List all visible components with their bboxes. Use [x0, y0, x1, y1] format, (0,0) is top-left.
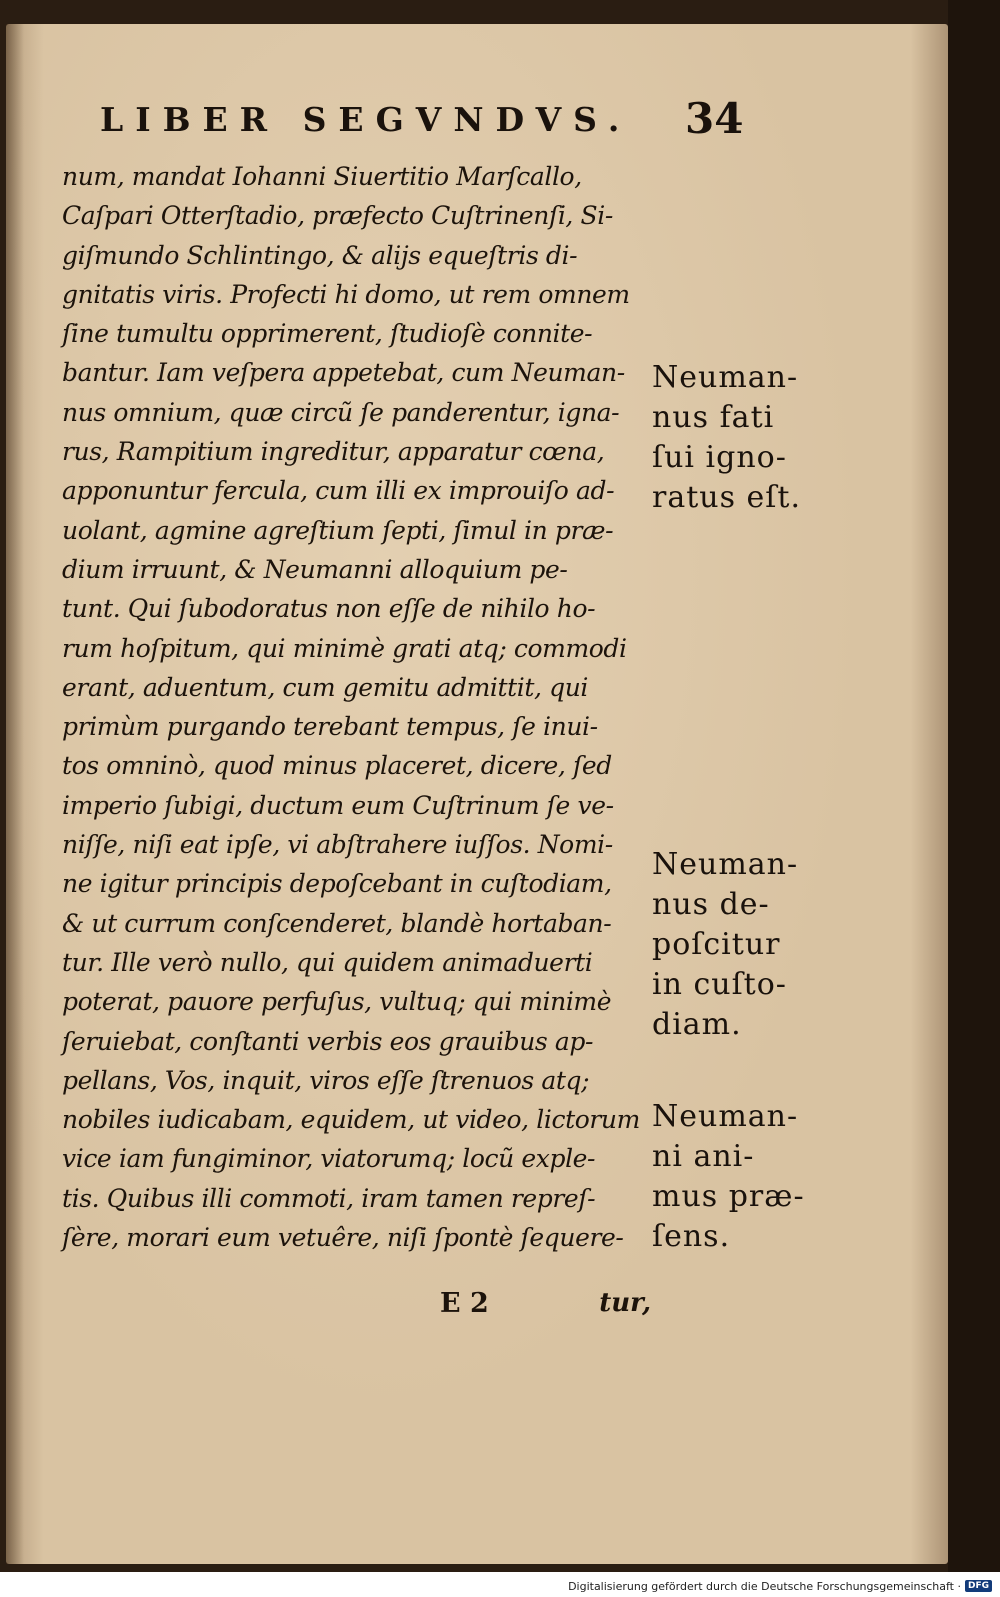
- text-line: giſmundo Schlintingo, & alijs equeſtris di-: [62, 240, 578, 270]
- text-line: pellans, Vos, inquit, viros eſſe ſtrenuos atq;: [62, 1065, 590, 1095]
- page-number: 34: [685, 94, 744, 143]
- text-line: num, mandat Iohanni Siuertitio Marſcallo,: [62, 162, 582, 191]
- scan-edge: [948, 0, 1000, 1572]
- text-line: imperio ſubigi, ductum eum Cuſtrinum ſe ve-: [62, 790, 614, 820]
- signature-mark: E 2: [440, 1288, 489, 1319]
- margin-line: Neuman-: [652, 847, 799, 882]
- text-line: rus, Rampitium ingreditur, apparatur cœna,: [62, 437, 605, 467]
- running-title: LIBER SEGVNDVS.: [100, 100, 632, 139]
- text-line: vice iam fungiminor, viatorumq; locũ exple-: [62, 1144, 596, 1174]
- text-line: ſère, morari eum vetuêre, niſi ſpontè ſequere-: [62, 1223, 624, 1253]
- margin-line: ni ani-: [652, 1139, 755, 1174]
- catchword: tur,: [599, 1288, 651, 1318]
- margin-line: ſens.: [652, 1219, 731, 1254]
- text-line: rum hoſpitum, qui minimè grati atq; commodi: [62, 633, 627, 663]
- margin-note-fati: [652, 358, 842, 518]
- funding-credit: Digitalisierung gefördert durch die Deutsche Forschungsgemeinschaft ·: [568, 1579, 961, 1593]
- text-line: & ut currum conſcenderet, blandè hortaban-: [62, 908, 612, 938]
- text-line: erant, aduentum, cum gemitu admittit, qui: [62, 672, 589, 702]
- margin-line: nus de-: [652, 887, 770, 922]
- margin-note-animus: [652, 1097, 842, 1257]
- margin-note-custodia: [652, 845, 842, 1045]
- text-line: tos omninò, quod minus placeret, dicere, ſed: [62, 751, 612, 781]
- margin-line: mus præ-: [652, 1179, 805, 1214]
- margin-line: Neuman-: [652, 1099, 799, 1134]
- text-line: ſine tumultu opprimerent, ſtudioſè connite-: [62, 319, 593, 349]
- signature-line: [440, 1288, 655, 1328]
- margin-line: diam.: [652, 1007, 742, 1042]
- text-line: gnitatis viris. Profecti hi domo, ut rem omnem: [62, 279, 630, 309]
- text-line: tis. Quibus illi commoti, iram tamen repreſ-: [62, 1183, 596, 1213]
- body-text: [62, 157, 652, 1257]
- text-line: dium irruunt, & Neumanni alloquium pe-: [62, 554, 568, 584]
- margin-line: nus fati: [652, 400, 775, 435]
- margin-line: poſcitur: [652, 927, 781, 962]
- margin-line: in cuſto-: [652, 967, 787, 1002]
- text-line: nobiles iudicabam, equidem, ut video, lictorum: [62, 1105, 640, 1135]
- text-line: Caſpari Otterſtadio, præfecto Cuſtrinenſi, Si-: [62, 201, 613, 231]
- text-line: bantur. Iam veſpera appetebat, cum Neuman-: [62, 358, 625, 388]
- text-line: niſſe, niſi eat ipſe, vi abſtrahere iuſſos. Nomi-: [62, 830, 613, 860]
- text-line: uolant, agmine agreſtium ſepti, ſimul in præ-: [62, 515, 614, 545]
- text-line: ſeruiebat, conſtanti verbis eos grauibus ap-: [62, 1026, 594, 1056]
- text-line: primùm purgando terebant tempus, ſe inui-: [62, 712, 598, 742]
- text-line: nus omnium, quæ circũ ſe panderentur, igna-: [62, 397, 620, 427]
- footer-credit: [568, 1578, 992, 1594]
- page-header: [100, 94, 760, 150]
- text-line: poterat, pauore perfuſus, vultuq; qui minimè: [62, 987, 612, 1017]
- text-line: apponuntur fercula, cum illi ex improuiſo ad-: [62, 476, 615, 506]
- spine-shadow: [6, 24, 24, 1564]
- margin-line: ratus eſt.: [652, 480, 801, 515]
- margin-line: ſui igno-: [652, 440, 787, 475]
- text-line: tunt. Qui ſubodoratus non eſſe de nihilo ho-: [62, 594, 596, 624]
- text-line: tur. Ille verò nullo, qui quidem animaduerti: [62, 947, 593, 977]
- text-line: ne igitur principis depoſcebant in cuſtodiam,: [62, 869, 612, 899]
- dfg-logo-icon: DFG: [965, 1580, 992, 1592]
- margin-line: Neuman-: [652, 360, 799, 395]
